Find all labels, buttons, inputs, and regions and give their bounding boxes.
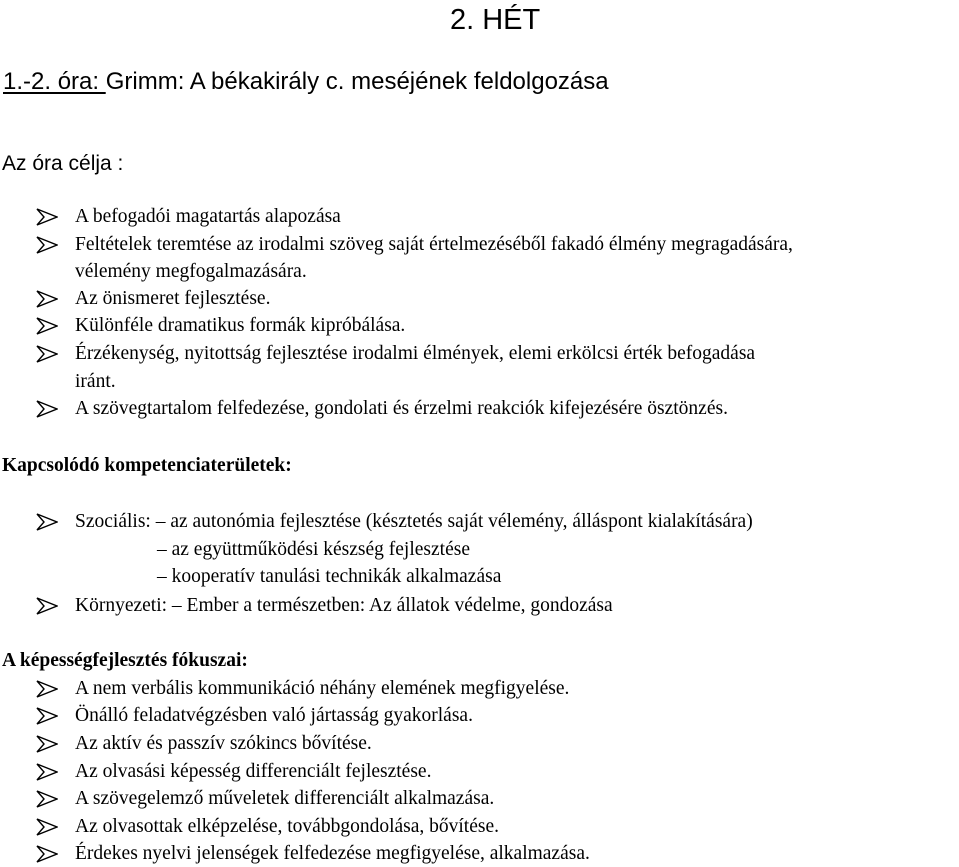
goal-item-continuation: iránt. xyxy=(75,371,116,392)
arrowhead-bullet-icon xyxy=(36,707,58,725)
arrowhead-bullet-icon xyxy=(36,735,58,753)
goal-item: A befogadói magatartás alapozása xyxy=(75,206,341,227)
week-title: 2. HÉT xyxy=(450,4,541,36)
arrowhead-bullet-icon xyxy=(36,208,58,226)
focus-item: Az olvasási képesség differenciált fejlesztése. xyxy=(75,761,432,782)
lesson-name: Grimm: A békakirály c. meséjének feldolgozása xyxy=(105,68,609,95)
goal-item: Feltételek teremtése az irodalmi szöveg saját értelmezéséből fakadó élmény megragadására, xyxy=(75,234,793,255)
arrowhead-bullet-icon xyxy=(36,845,58,863)
focus-item: Az aktív és passzív szókincs bővítése. xyxy=(75,733,372,754)
arrowhead-bullet-icon xyxy=(36,317,58,335)
focus-heading: A képességfejlesztés fókuszai: xyxy=(2,650,248,671)
focus-item: Önálló feladatvégzésben való jártasság gyakorlása. xyxy=(75,705,473,726)
competence-subitem: – az együttműködési készség fejlesztése xyxy=(157,539,470,560)
competence-subitem: – kooperatív tanulási technikák alkalmazása xyxy=(157,566,502,587)
focus-item: A szövegelemző műveletek differenciált alkalmazása. xyxy=(75,788,495,809)
goal-item: A szövegtartalom felfedezése, gondolati és érzelmi reakciók kifejezésére ösztönzés. xyxy=(75,398,728,419)
arrowhead-bullet-icon xyxy=(36,400,58,418)
arrowhead-bullet-icon xyxy=(36,236,58,254)
goal-item-continuation: vélemény megfogalmazására. xyxy=(75,261,307,282)
arrowhead-bullet-icon xyxy=(36,818,58,836)
arrowhead-bullet-icon xyxy=(36,763,58,781)
focus-item: Az olvasottak elképzelése, továbbgondolása, bővítése. xyxy=(75,816,499,837)
arrowhead-bullet-icon xyxy=(36,597,58,615)
focus-item: Érdekes nyelvi jelenségek felfedezése megfigyelése, alkalmazása. xyxy=(75,843,590,864)
lesson-number: 1.-2. óra: xyxy=(3,68,106,95)
competences-heading: Kapcsolódó kompetenciaterületek: xyxy=(2,455,292,476)
arrowhead-bullet-icon xyxy=(36,345,58,363)
focus-item: A nem verbális kommunikáció néhány elemének megfigyelése. xyxy=(75,678,570,699)
competence-item: Szociális: – az autonómia fejlesztése (késztetés saját vélemény, álláspont kialakítására) xyxy=(75,511,753,532)
goal-item: Érzékenység, nyitottság fejlesztése irodalmi élmények, elemi erkölcsi érték befogadása xyxy=(75,343,756,364)
goal-item: Az önismeret fejlesztése. xyxy=(75,288,271,309)
lesson-title xyxy=(3,70,609,94)
arrowhead-bullet-icon xyxy=(36,513,58,531)
goal-item: Különféle dramatikus formák kipróbálása. xyxy=(75,315,406,336)
arrowhead-bullet-icon xyxy=(36,680,58,698)
goals-heading: Az óra célja : xyxy=(2,152,124,175)
arrowhead-bullet-icon xyxy=(36,790,58,808)
arrowhead-bullet-icon xyxy=(36,290,58,308)
competence-item: Környezeti: – Ember a természetben: Az állatok védelme, gondozása xyxy=(75,595,613,616)
